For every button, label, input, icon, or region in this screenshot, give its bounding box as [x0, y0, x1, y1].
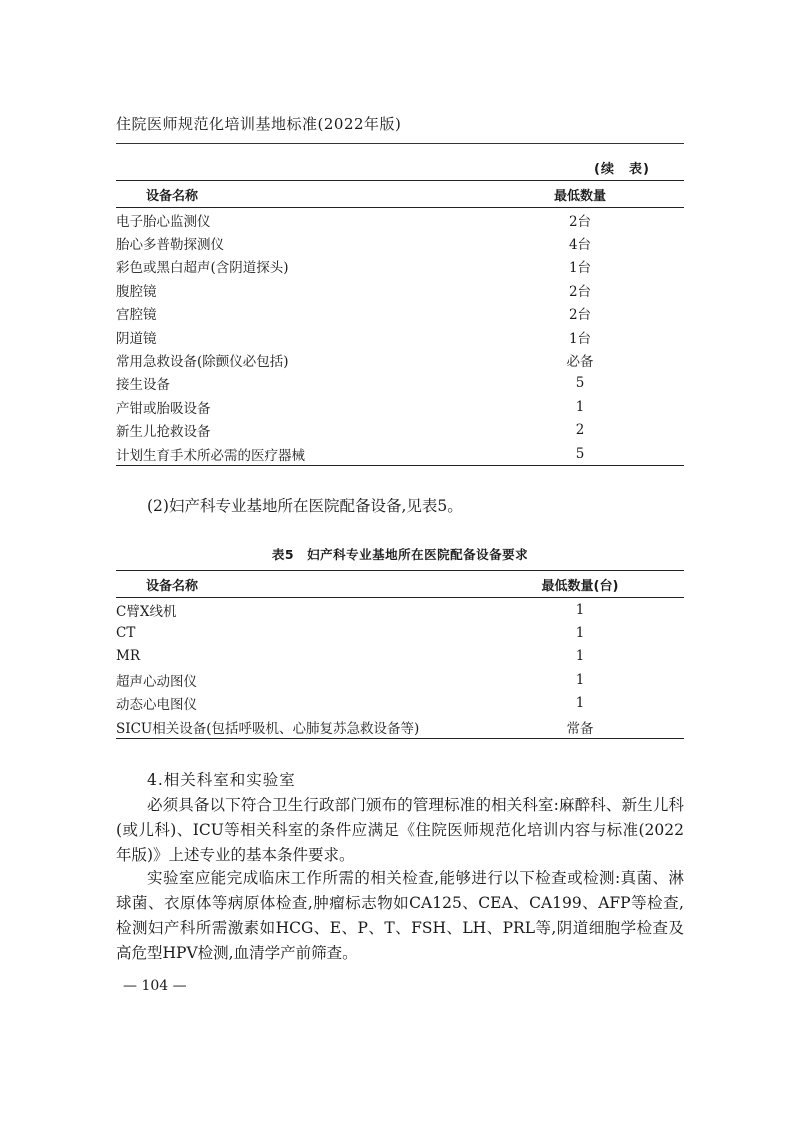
table-header-row — [116, 181, 684, 208]
table-row — [116, 325, 684, 348]
table-row — [116, 598, 684, 622]
table-row — [116, 692, 684, 715]
quantity-cell: 2台 — [568, 307, 592, 324]
running-header: 住院医师规范化培训基地标准(2022年版) — [116, 115, 402, 133]
table-row — [116, 302, 684, 325]
table-row — [116, 278, 684, 301]
quantity-cell: 常备 — [566, 720, 594, 737]
table5-caption: 表5 妇产科专业基地所在医院配备设备要求 — [271, 547, 529, 562]
quantity-cell: 2台 — [568, 283, 592, 300]
table-continued-label: (续 表) — [594, 162, 650, 177]
equipment-name-cell: SICU相关设备(包括呼吸机、心肺复苏急救设备等) — [116, 720, 420, 737]
page-number: — 104 — — [123, 978, 187, 994]
column-header-name: 设备名称 — [146, 578, 199, 594]
equipment-name-cell: 接生设备 — [116, 377, 170, 394]
table-row — [116, 372, 684, 395]
equipment-name-cell: 胎心多普勒探测仪 — [116, 237, 224, 254]
table-row — [116, 645, 684, 668]
table-row — [116, 255, 684, 278]
column-header-quantity: 最低数量(台) — [541, 578, 619, 594]
table-row — [116, 231, 684, 254]
table-row — [116, 442, 684, 466]
quantity-cell: 2 — [575, 422, 585, 439]
quantity-cell: 必备 — [566, 354, 594, 371]
quantity-cell: 1台 — [568, 330, 592, 347]
paragraph-related-departments: 必须具备以下符合卫生行政部门颁布的管理标准的相关科室:麻醉科、新生儿科(或儿科)、ICU等相关科室的条件应满足《住院医师规范化培训内容与标准(2022年版)》上述专业的基本条件要求。 — [116, 796, 684, 864]
table-row — [116, 715, 684, 739]
table-row — [116, 419, 684, 442]
quantity-cell: 1 — [575, 648, 585, 665]
quantity-cell: 1 — [575, 671, 585, 688]
equipment-name-cell: 新生儿抢救设备 — [116, 424, 211, 441]
table-header-row — [116, 571, 684, 598]
quantity-cell: 1 — [575, 398, 585, 415]
equipment-name-cell: 腹腔镜 — [116, 283, 157, 300]
quantity-cell: 5 — [575, 445, 585, 462]
table-row — [116, 621, 684, 644]
quantity-cell: 1 — [575, 695, 585, 712]
quantity-cell: 2台 — [568, 213, 592, 230]
equipment-name-cell: 宫腔镜 — [116, 307, 157, 324]
table-row — [116, 668, 684, 691]
column-header-quantity: 最低数量 — [553, 188, 606, 204]
table-row — [116, 208, 684, 232]
equipment-name-cell: 电子胎心监测仪 — [116, 213, 211, 230]
equipment-name-cell: 超声心动图仪 — [116, 673, 197, 690]
paragraph-table5-intro: (2)妇产科专业基地所在医院配备设备,见表5。 — [147, 497, 463, 515]
paragraph-laboratory: 实验室应能完成临床工作所需的相关检查,能够进行以下检查或检测:真菌、淋球菌、衣原体等病原体检查,肿瘤标志物如CA125、CEA、CA199、AFP等检查,检测妇产科所需激素如HCG、E、P、T、FSH、LH、PRL等,阴道细胞学检查及高危型HPV检测,血清学产前筛查。 — [116, 869, 684, 962]
equipment-name-cell: CT — [116, 625, 136, 642]
quantity-cell: 1台 — [568, 260, 592, 277]
equipment-name-cell: 计划生育手术所必需的医疗器械 — [116, 447, 305, 464]
equipment-name-cell: C臂X线机 — [116, 603, 177, 620]
equipment-name-cell: 常用急救设备(除颤仪必包括) — [116, 354, 289, 371]
equipment-table-continued — [116, 180, 684, 466]
quantity-cell: 1 — [575, 625, 585, 642]
quantity-cell: 5 — [575, 375, 585, 392]
equipment-name-cell: 彩色或黑白超声(含阴道探头) — [116, 260, 289, 277]
column-header-name: 设备名称 — [146, 188, 199, 204]
equipment-name-cell: MR — [116, 648, 140, 665]
table5-hospital-equipment — [116, 570, 684, 739]
quantity-cell: 1 — [575, 601, 585, 618]
table-row — [116, 395, 684, 418]
equipment-name-cell: 动态心电图仪 — [116, 697, 197, 714]
section-heading: 4.相关科室和实验室 — [147, 771, 296, 789]
equipment-name-cell: 阴道镜 — [116, 330, 157, 347]
quantity-cell: 4台 — [568, 237, 592, 254]
equipment-name-cell: 产钳或胎吸设备 — [116, 400, 211, 417]
table-row — [116, 348, 684, 371]
header-rule — [116, 143, 684, 144]
